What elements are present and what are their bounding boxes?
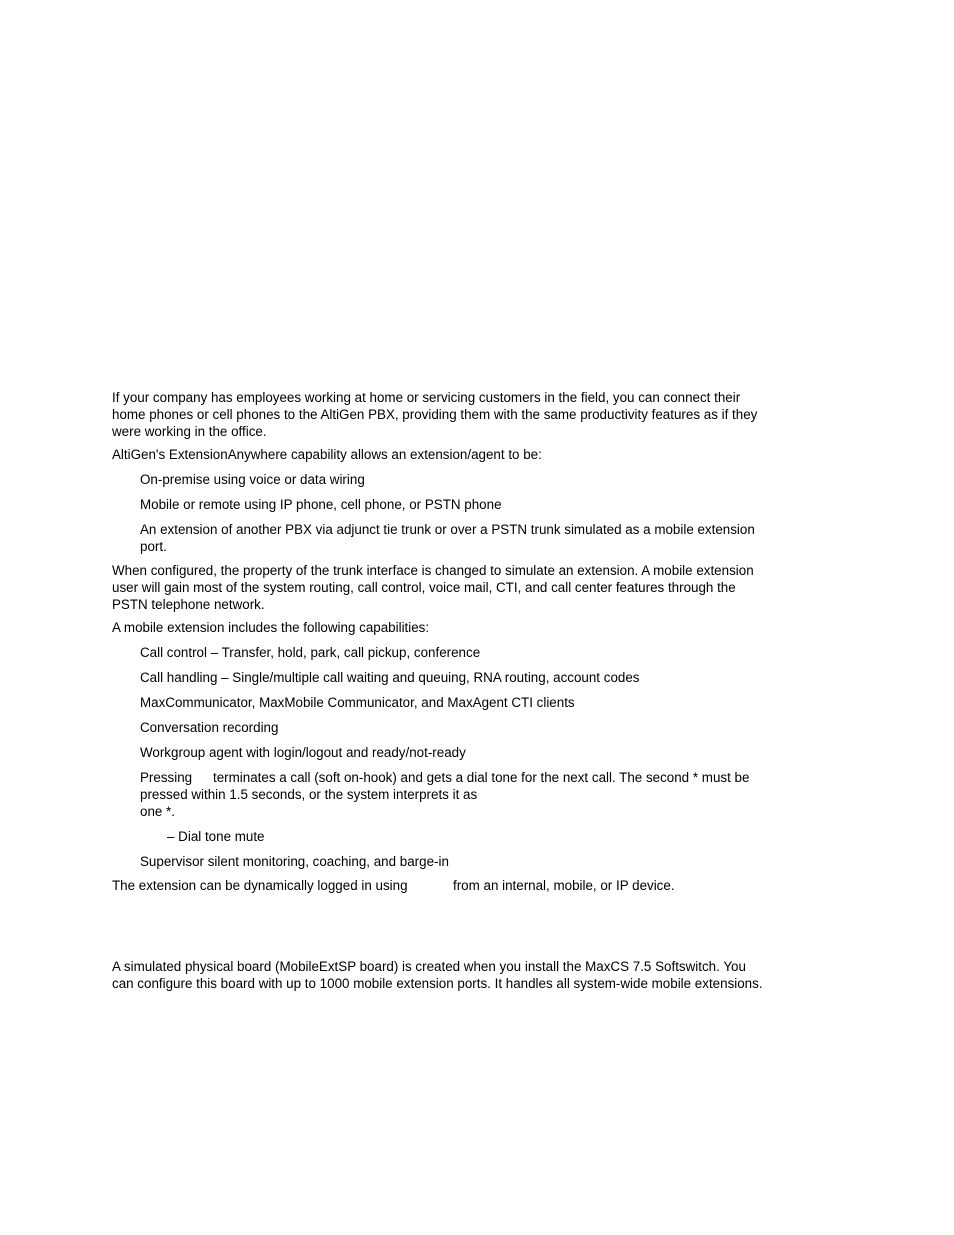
capability-item-3-cont: port.: [140, 539, 167, 554]
feature-call-handling: Call handling – Single/multiple call waiting and queuing, RNA routing, account codes: [140, 670, 640, 685]
board-line-1: A simulated physical board (MobileExtSP board) is created when you install the MaxCS 7.5 Softswitch. You: [112, 959, 746, 974]
intro-line-2: home phones or cell phones to the AltiGen PBX, providing them with the same productivity features as if they: [112, 407, 758, 422]
capability-item-2: Mobile or remote using IP phone, cell phone, or PSTN phone: [140, 497, 502, 512]
pressing-line-2: pressed within 1.5 seconds, or the system interprets it as: [140, 787, 478, 802]
intro-line-1: If your company has employees working at home or servicing customers in the field, you can connect their: [112, 390, 741, 405]
feature-recording: Conversation recording: [140, 720, 279, 735]
feature-workgroup-agent: Workgroup agent with login/logout and ready/not-ready: [140, 745, 466, 760]
feature-cti-clients: MaxCommunicator, MaxMobile Communicator, and MaxAgent CTI clients: [140, 695, 575, 710]
intro-line-3: were working in the office.: [112, 424, 267, 439]
board-line-2: can configure this board with up to 1000 mobile extension ports. It handles all system-wide mobile extensions.: [112, 976, 763, 991]
logged-in-before: The extension can be dynamically logged in using: [112, 878, 408, 893]
pressing-word: Pressing: [140, 770, 193, 785]
capability-item-3: An extension of another PBX via adjunct tie trunk or over a PSTN trunk simulated as a mobile extension: [140, 522, 755, 537]
feature-supervisor: Supervisor silent monitoring, coaching, and barge-in: [140, 854, 449, 869]
configured-line-3: PSTN telephone network.: [112, 597, 265, 612]
feature-call-control: Call control – Transfer, hold, park, call pickup, conference: [140, 645, 481, 660]
features-intro: A mobile extension includes the following capabilities:: [112, 620, 430, 635]
logged-in-after: from an internal, mobile, or IP device.: [453, 878, 675, 893]
capability-item-1: On-premise using voice or data wiring: [140, 472, 365, 487]
capability-intro: AltiGen's ExtensionAnywhere capability allows an extension/agent to be:: [112, 447, 542, 462]
pressing-rest: terminates a call (soft on-hook) and gets a dial tone for the next call. The second * must be: [213, 770, 750, 785]
dial-tone-mute: – Dial tone mute: [167, 829, 265, 844]
pressing-line-3: one *.: [140, 804, 175, 819]
configured-line-2: user will gain most of the system routing, call control, voice mail, CTI, and call center features through the: [112, 580, 736, 595]
configured-line-1: When configured, the property of the trunk interface is changed to simulate an extension. A mobile extension: [112, 563, 754, 578]
